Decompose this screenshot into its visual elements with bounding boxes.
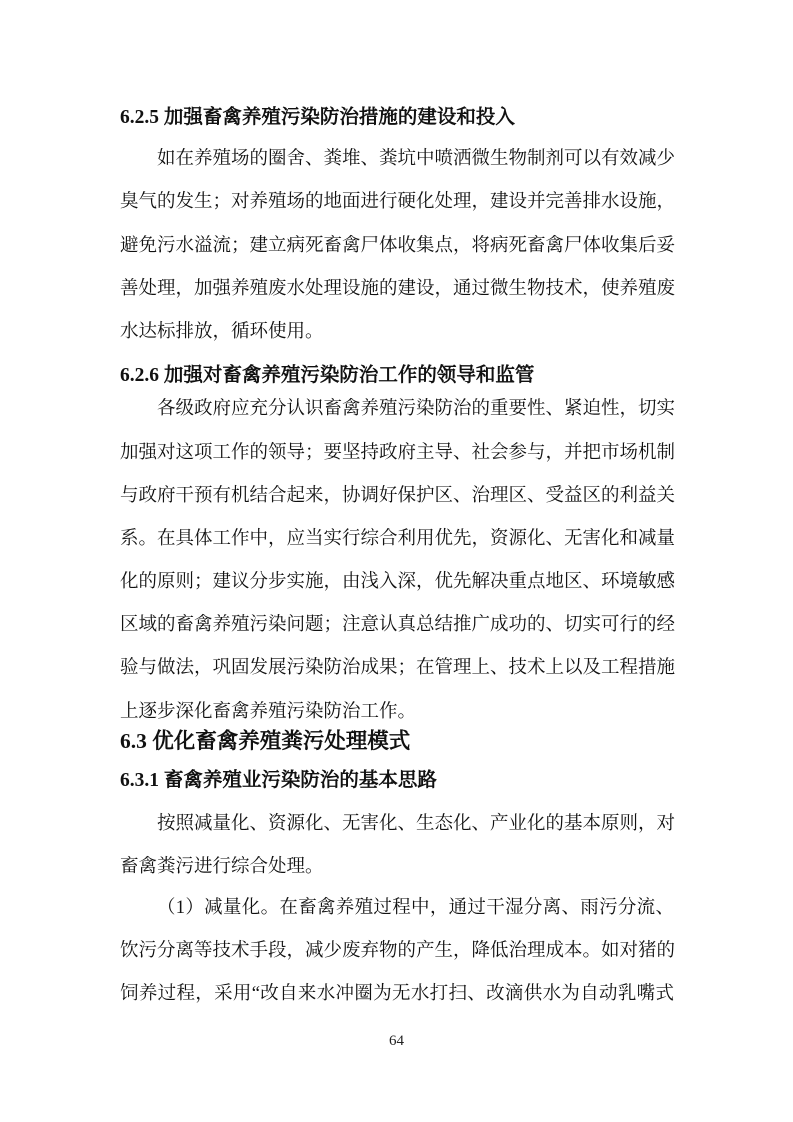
- paragraph: [120, 138, 674, 354]
- paragraph-line: 上逐步深化畜禽养殖污染防治工作。: [120, 701, 417, 722]
- paragraph-line: 化的原则；建议分步实施，由浅入深，优先解决重点地区、环境敏感: [120, 572, 676, 593]
- paragraph-line: 与政府干预有机结合起来，协调好保护区、治理区、受益区的利益关: [120, 485, 676, 506]
- paragraph-line: 饲养过程，采用“改自来水冲圈为无水打扫、改滴供水为自动乳嘴式: [120, 983, 674, 1004]
- paragraph: [120, 388, 674, 734]
- heading-6-2-5: 6.2.5 加强畜禽养殖污染防治措施的建设和投入: [120, 107, 515, 128]
- paragraph-line: 畜禽粪污进行综合处理。: [120, 857, 324, 878]
- paragraph-line: （1）减量化。在畜禽养殖过程中，通过干湿分离、雨污分流、: [157, 897, 674, 918]
- heading-6-3: 6.3 优化畜禽养殖粪污处理模式: [120, 728, 411, 753]
- paragraph-line: 各级政府应充分认识畜禽养殖污染防治的重要性、紧迫性，切实: [157, 399, 676, 420]
- paragraph-line: 验与做法，巩固发展污染防治成果；在管理上、技术上以及工程措施: [120, 658, 676, 679]
- paragraph-line: 避免污水溢流；建立病死畜禽尸体收集点，将病死畜禽尸体收集后妥: [120, 235, 676, 256]
- paragraph-line: 善处理，加强养殖废水处理设施的建设，通过微生物技术，使养殖废: [120, 278, 676, 299]
- heading-6-3-1: 6.3.1 畜禽养殖业污染防治的基本思路: [120, 770, 437, 791]
- paragraph-line: 系。在具体工作中，应当实行综合利用优先，资源化、无害化和减量: [120, 528, 676, 549]
- page-number: 64: [389, 1033, 404, 1049]
- paragraph-line: 加强对这项工作的领导；要坚持政府主导、社会参与，并把市场机制: [120, 442, 676, 463]
- page-body: [120, 0, 674, 1016]
- paragraph-line: 按照减量化、资源化、无害化、生态化、产业化的基本原则，对: [157, 814, 676, 835]
- paragraph-line: 水达标排放，循环使用。: [120, 321, 324, 342]
- paragraph-line: 饮污分离等技术手段，减少废弃物的产生，降低治理成本。如对猪的: [120, 940, 676, 961]
- paragraph-line: 区域的畜禽养殖污染问题；注意认真总结推广成功的、切实可行的经: [120, 615, 676, 636]
- paragraph: [120, 887, 674, 1017]
- paragraph: [120, 803, 674, 889]
- paragraph-line: 如在养殖场的圈舍、粪堆、粪坑中喷洒微生物制剂可以有效减少: [157, 149, 676, 170]
- paragraph-line: 臭气的发生；对养殖场的地面进行硬化处理，建设并完善排水设施，: [120, 192, 676, 213]
- heading-6-2-6: 6.2.6 加强对畜禽养殖污染防治工作的领导和监管: [120, 365, 535, 387]
